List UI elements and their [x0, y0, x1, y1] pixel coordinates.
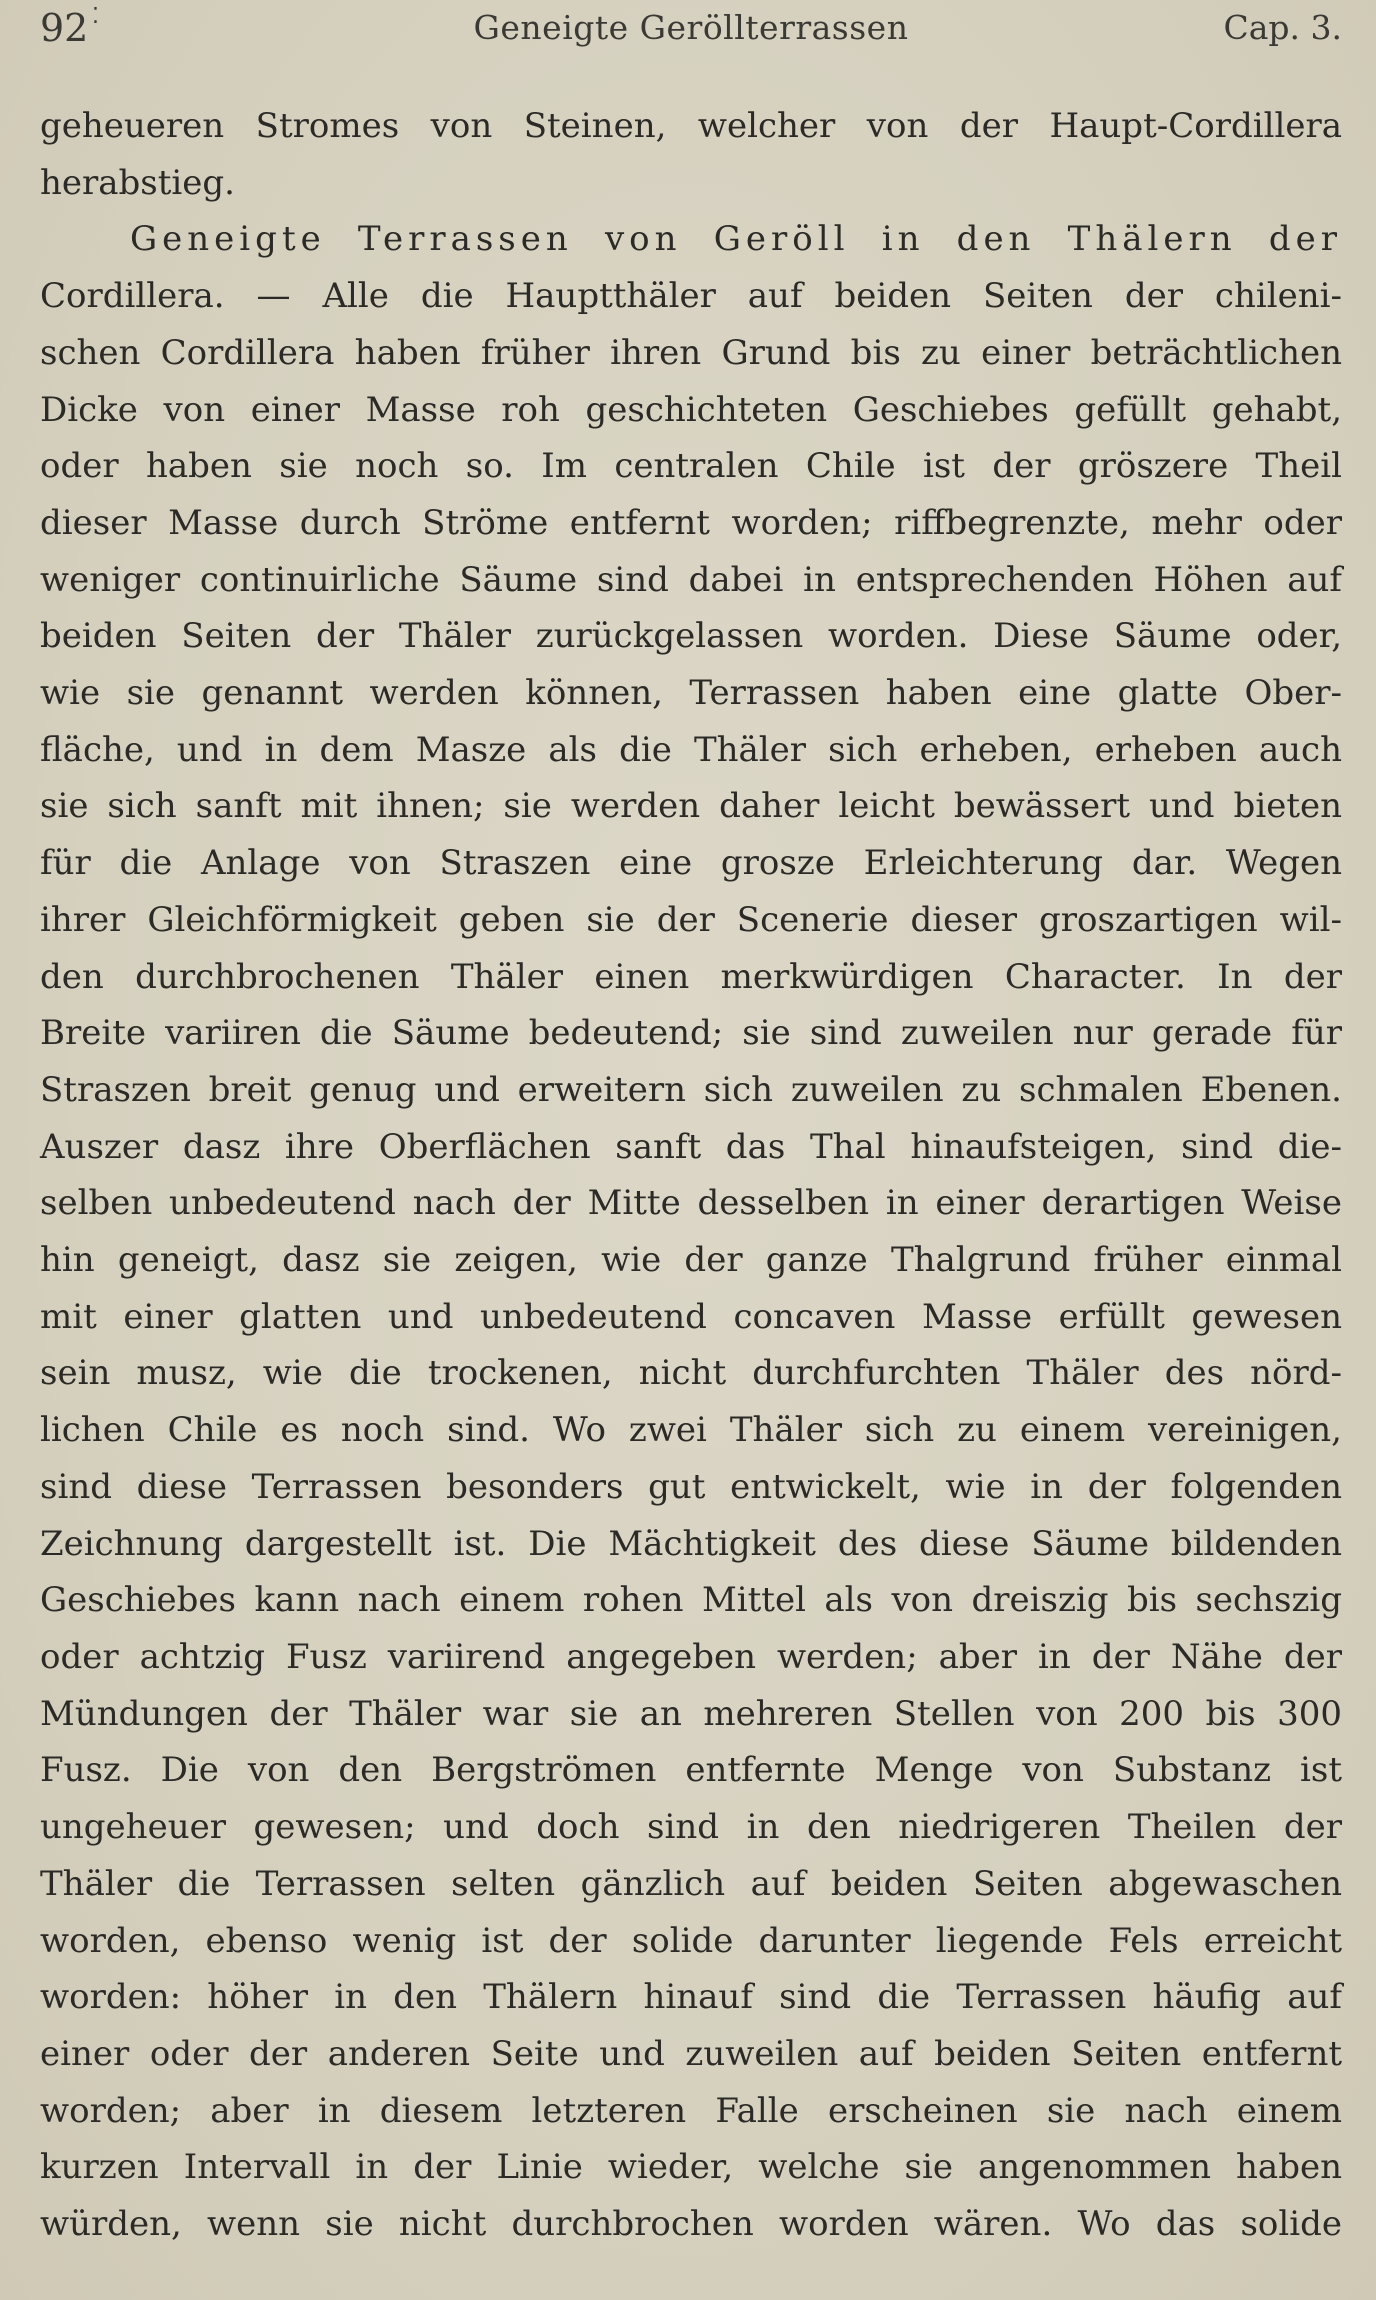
text-line: herabstieg.	[40, 162, 235, 203]
text-line: selben unbedeutend nach der Mitte desselben in einer derartigen Weise	[40, 1183, 1342, 1224]
text-line: worden: höher in den Thälern hinauf sind die Terrassen häufig auf	[40, 1977, 1342, 2018]
text-line: für die Anlage von Straszen eine grosze Erleichterung dar. Wegen	[40, 843, 1342, 884]
text-line: weniger continuirliche Säume sind dabei in entsprechenden Höhen auf	[40, 559, 1342, 600]
text-line: mit einer glatten und unbedeutend concaven Masse erfüllt gewesen	[40, 1296, 1342, 1337]
text-line: den durchbrochenen Thäler einen merkwürdigen Character. In der	[40, 956, 1342, 997]
text-line: beiden Seiten der Thäler zurückgelassen worden. Diese Säume oder,	[40, 616, 1342, 657]
document-page	[40, 0, 1342, 2253]
text-line: sie sich sanft mit ihnen; sie werden daher leicht bewässert und bieten	[40, 786, 1342, 827]
text-line: ihrer Gleichförmigkeit geben sie der Scenerie dieser groszartigen wil-	[40, 899, 1342, 940]
text-line: Mündungen der Thäler war sie an mehreren Stellen von 200 bis 300	[40, 1693, 1342, 1734]
text-line: schen Cordillera haben früher ihren Grund bis zu einer beträchtlichen	[40, 332, 1342, 373]
text-line: würden, wenn sie nicht durchbrochen worden wären. Wo das solide	[40, 2204, 1342, 2245]
text-line: sein musz, wie die trockenen, nicht durchfurchten Thäler des nörd-	[40, 1353, 1342, 1394]
text-line: lichen Chile es noch sind. Wo zwei Thäler sich zu einem vereinigen,	[40, 1410, 1342, 1451]
running-title: Geneigte Geröllterrassen	[473, 8, 909, 47]
text-line: Auszer dasz ihre Oberflächen sanft das Thal hinaufsteigen, sind die-	[40, 1126, 1342, 1167]
text-line: Thäler die Terrassen selten gänzlich auf beiden Seiten abgewaschen	[40, 1863, 1342, 1904]
text-line: worden; aber in diesem letzteren Falle erscheinen sie nach einem	[40, 2090, 1342, 2131]
header-mark: ⁚	[92, 4, 99, 29]
page-header	[40, 0, 1342, 56]
text-line: ungeheuer gewesen; und doch sind in den niedrigeren Theilen der	[40, 1807, 1342, 1848]
section-heading-line: Geneigte Terrassen von Geröll in den Thälern der	[130, 219, 1342, 260]
text-line: geheueren Stromes von Steinen, welcher von der Haupt-Cordillera	[40, 106, 1342, 146]
text-line: worden, ebenso wenig ist der solide darunter liegende Fels erreicht	[40, 1920, 1342, 1961]
text-line: Dicke von einer Masse roh geschichteten Geschiebes gefüllt gehabt,	[40, 389, 1342, 430]
text-line: sind diese Terrassen besonders gut entwickelt, wie in der folgenden	[40, 1466, 1342, 1507]
text-line: Breite variiren die Säume bedeutend; sie sind zuweilen nur gerade für	[40, 1013, 1342, 1054]
text-line: dieser Masse durch Ströme entfernt worden; riffbegrenzte, mehr oder	[40, 502, 1342, 543]
page-number: 92	[40, 6, 89, 50]
text-line: Straszen breit genug und erweitern sich zuweilen zu schmalen Ebenen.	[40, 1069, 1342, 1110]
text-line: fläche, und in dem Masze als die Thäler sich erheben, erheben auch	[40, 729, 1342, 770]
text-line: Fusz. Die von den Bergströmen entfernte Menge von Substanz ist	[40, 1750, 1342, 1791]
text-line: kurzen Intervall in der Linie wieder, welche sie angenommen haben	[40, 2147, 1342, 2188]
text-line: hin geneigt, dasz sie zeigen, wie der ganze Thalgrund früher einmal	[40, 1240, 1342, 1281]
chapter-label: Cap. 3.	[1223, 8, 1342, 47]
body-text	[40, 98, 1342, 2253]
text-line: Geschiebes kann nach einem rohen Mittel als von dreiszig bis sechszig	[40, 1580, 1342, 1621]
text-line: wie sie genannt werden können, Terrassen haben eine glatte Ober-	[40, 673, 1342, 714]
text-line: Zeichnung dargestellt ist. Die Mächtigkeit des diese Säume bildenden	[40, 1523, 1342, 1564]
text-line: oder achtzig Fusz variirend angegeben werden; aber in der Nähe der	[40, 1636, 1342, 1677]
text-line: einer oder der anderen Seite und zuweilen auf beiden Seiten entfernt	[40, 2033, 1342, 2074]
section-heading-line: Cordillera. — Alle die Hauptthäler auf beiden Seiten der chileni-	[40, 276, 1342, 317]
text-line: oder haben sie noch so. Im centralen Chile ist der gröszere Theil	[40, 446, 1342, 487]
